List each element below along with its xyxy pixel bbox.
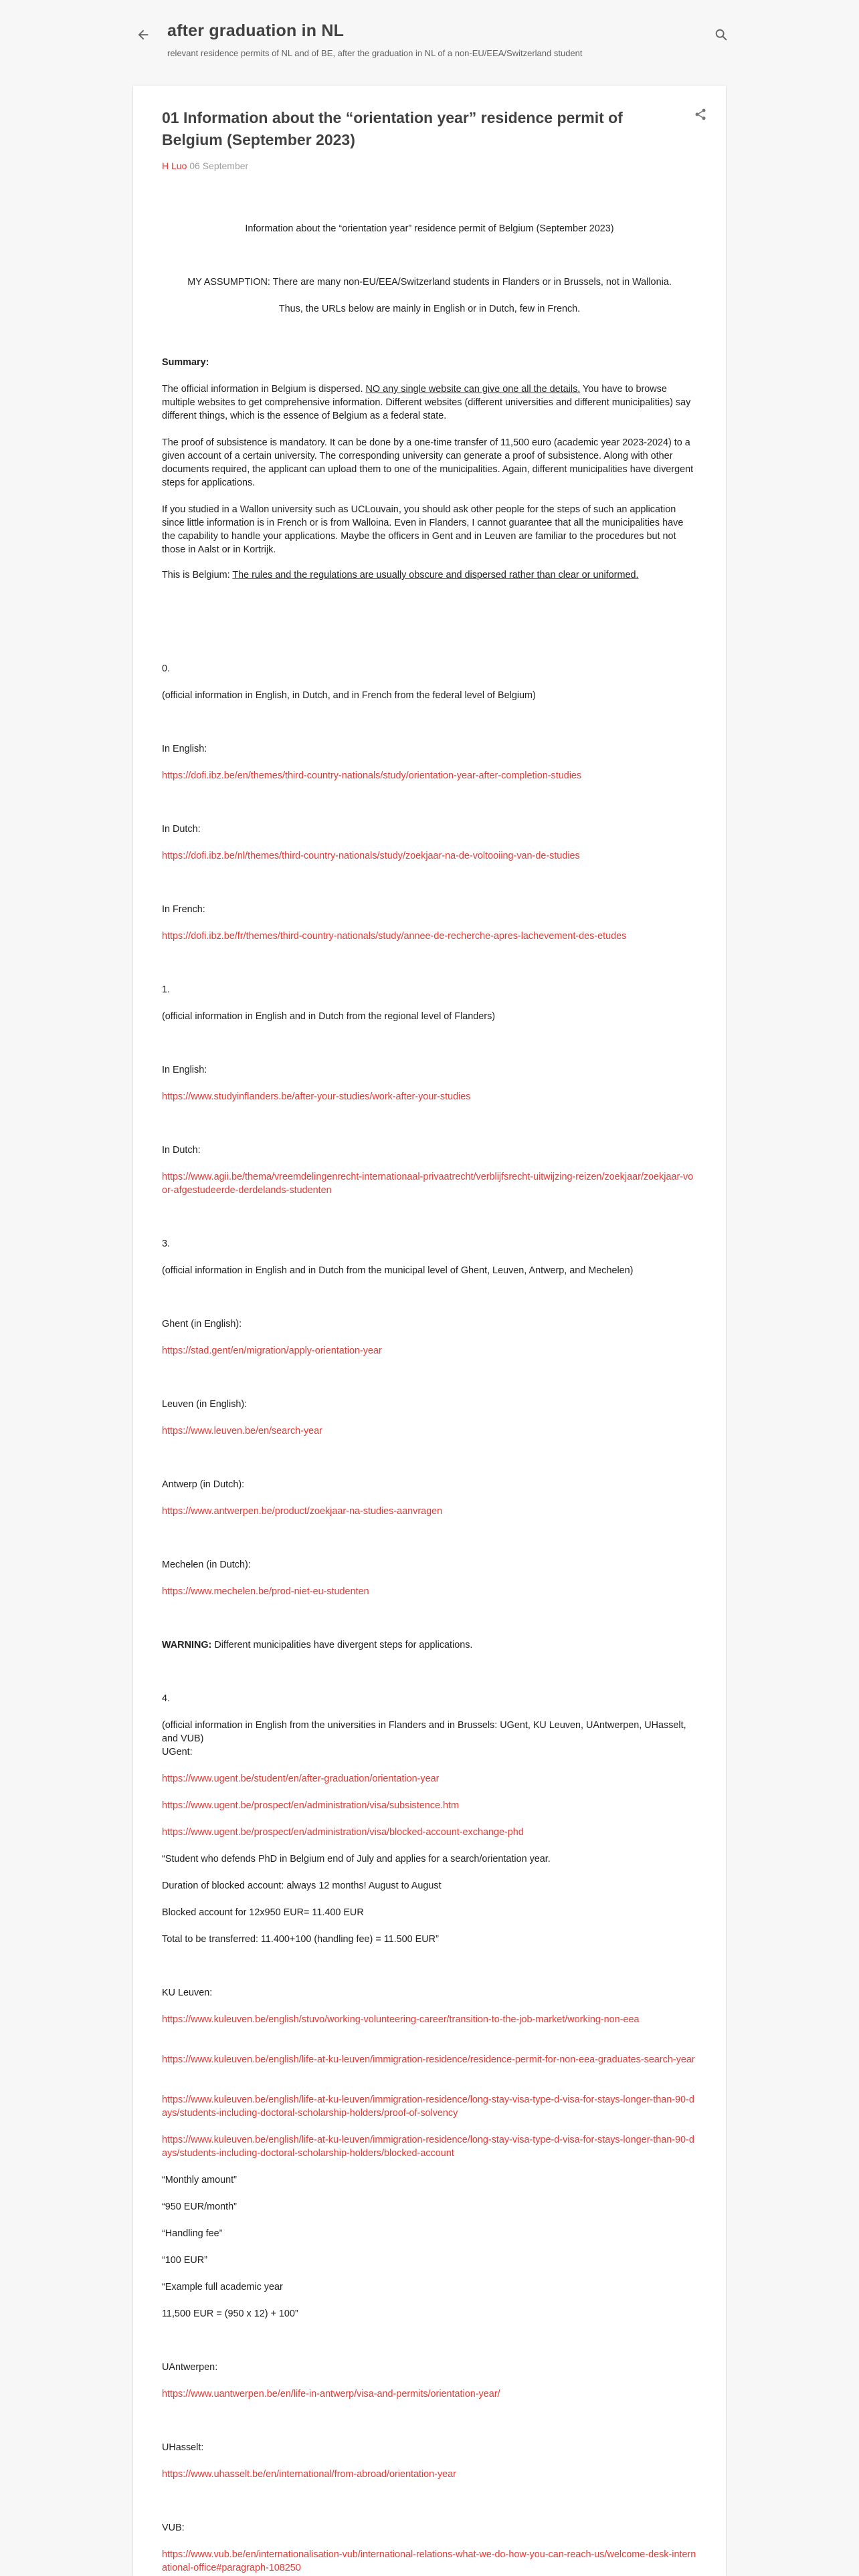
section-3-description: (official information in English and in Dutch from the municipal level of Ghent, Leuven, Antwerp, and Mechelen) — [162, 1265, 634, 1276]
assumption-line-2: Thus, the URLs below are mainly in English or in Dutch, few in French. — [278, 304, 581, 314]
kuleuven-quote-2: “950 EUR/month” — [162, 2202, 237, 2212]
post-author-link[interactable]: H Luo — [162, 160, 187, 171]
search-button[interactable] — [708, 21, 735, 48]
post-date: 06 September — [189, 160, 249, 171]
summary-heading: Summary: — [162, 357, 209, 368]
section-1-dutch-link[interactable]: https://www.agii.be/thema/vreemdelingenrecht-internationaal-privaatrecht/verblijfsrecht-uitwijzing-reizen/zoekjaar/zoekjaar-voor-afgestudeerde-derdelands-studenten — [162, 1172, 694, 1196]
section-1-dutch-label: In Dutch: — [162, 1145, 201, 1156]
share-icon — [694, 108, 707, 121]
summary-paragraph-2: The proof of subsistence is mandatory. It can be done by a one-time transfer of 11,500 euro (academic year 2023-2024) to a given account of a certain university. The corresponding university can generate a proof of subsistence. Along with other documents required, the applicant can upload them to one of the municipalities. Again, different municipalities have divergent steps for applications. — [162, 437, 694, 488]
kuleuven-quote-4: “100 EUR” — [162, 2255, 207, 2266]
kuleuven-link-solvency[interactable]: https://www.kuleuven.be/english/life-at-ku-leuven/immigration-residence/long-stay-visa-type-d-visa-for-stays-longer-than-90-days/students-including-doctoral-scholarship-holders/proof-of-solvency — [162, 2095, 694, 2119]
post-byline — [162, 160, 248, 171]
kuleuven-link-working[interactable]: https://www.kuleuven.be/english/stuvo/working-volunteering-career/transition-to-the-job-market/working-non-eea — [162, 2014, 640, 2025]
section-0-french-label: In French: — [162, 904, 205, 915]
section-1-english-link[interactable]: https://www.studyinflanders.be/after-your-studies/work-after-your-studies — [162, 1091, 471, 1102]
assumption-line-1: MY ASSUMPTION: There are many non-EU/EEA/Switzerland students in Flanders or in Brussels, not in Wallonia. — [187, 277, 672, 288]
uantwerpen-label: UAntwerpen: — [162, 2362, 218, 2373]
uhasselt-label: UHasselt: — [162, 2442, 204, 2453]
ugent-label: UGent: — [162, 1747, 193, 1757]
kuleuven-quote-1: “Monthly amount” — [162, 2175, 237, 2185]
section-1-english-label: In English: — [162, 1065, 207, 1075]
section-3-number: 3. — [162, 1239, 171, 1249]
ugent-quote-1: “Student who defends PhD in Belgium end of July and applies for a search/orientation year. — [162, 1854, 551, 1864]
vub-label: VUB: — [162, 2523, 185, 2533]
kuleuven-quote-3: “Handling fee” — [162, 2228, 223, 2239]
leuven-label: Leuven (in English): — [162, 1399, 248, 1410]
mechelen-label: Mechelen (in Dutch): — [162, 1560, 251, 1570]
section-0-english-label: In English: — [162, 744, 207, 754]
kuleuven-quote-6: 11,500 EUR = (950 x 12) + 100” — [162, 2309, 298, 2319]
ugent-quote-2: Duration of blocked account: always 12 months! August to August — [162, 1881, 442, 1891]
blog-description: relevant residence permits of NL and of BE, after the graduation in NL of a non-EU/EEA/Switzerland student — [167, 48, 583, 58]
section-0-english-link[interactable]: https://dofi.ibz.be/en/themes/third-country-nationals/study/orientation-year-after-completion-studies — [162, 770, 582, 781]
warning-text: WARNING: Different municipalities have divergent steps for applications. — [162, 1640, 473, 1650]
summary-paragraph-1: The official information in Belgium is dispersed. NO any single website can give one all the details. You have to browse multiple websites to get comprehensive information. Different websites (different universities and different municipalities) say different things, which is the essence of Belgium as a federal state. — [162, 384, 691, 421]
ugent-link-orientation[interactable]: https://www.ugent.be/student/en/after-graduation/orientation-year — [162, 1774, 440, 1784]
section-0-dutch-link[interactable]: https://dofi.ibz.be/nl/themes/third-country-nationals/study/zoekjaar-na-de-voltooiing-van-de-studies — [162, 851, 580, 861]
section-0-french-link[interactable]: https://dofi.ibz.be/fr/themes/third-country-nationals/study/annee-de-recherche-apres-lachevement-des-etudes — [162, 931, 627, 942]
blog-title[interactable]: after graduation in NL — [167, 21, 345, 40]
vub-link[interactable]: https://www.vub.be/en/internationalisation-vub/international-relations-what-we-do-how-you-can-reach-us/welcome-desk-international-office#paragraph-108250 — [162, 2549, 696, 2573]
antwerp-link[interactable]: https://www.antwerpen.be/product/zoekjaar-na-studies-aanvragen — [162, 1506, 443, 1517]
kuleuven-link-blocked-account[interactable]: https://www.kuleuven.be/english/life-at-ku-leuven/immigration-residence/long-stay-visa-type-d-visa-for-stays-longer-than-90-days/students-including-doctoral-scholarship-holders/blocked-account — [162, 2135, 694, 2159]
back-button[interactable] — [130, 21, 157, 48]
kuleuven-label: KU Leuven: — [162, 1988, 213, 1998]
kuleuven-link-search-year[interactable]: https://www.kuleuven.be/english/life-at-ku-leuven/immigration-residence/residence-permit-for-non-eea-graduates-search-year — [162, 2054, 695, 2065]
leuven-link[interactable]: https://www.leuven.be/en/search-year — [162, 1426, 322, 1436]
ugent-quote-4: Total to be transferred: 11.400+100 (handling fee) = 11.500 EUR” — [162, 1934, 439, 1945]
summary-paragraph-4: This is Belgium: The rules and the regulations are usually obscure and dispersed rather than clear or uniformed. — [162, 570, 639, 580]
share-button[interactable] — [690, 104, 710, 124]
uantwerpen-link[interactable]: https://www.uantwerpen.be/en/life-in-antwerp/visa-and-permits/orientation-year/ — [162, 2389, 500, 2399]
app-header — [0, 0, 859, 80]
section-4-description: (official information in English from the universities in Flanders and in Brussels: UGent, KU Leuven, UAntwerpen, UHasselt, and VUB) — [162, 1720, 686, 1744]
mechelen-link[interactable]: https://www.mechelen.be/prod-niet-eu-studenten — [162, 1586, 369, 1597]
kuleuven-quote-5: “Example full academic year — [162, 2282, 283, 2292]
ghent-link[interactable]: https://stad.gent/en/migration/apply-orientation-year — [162, 1346, 382, 1356]
search-icon — [714, 27, 729, 42]
section-0-dutch-label: In Dutch: — [162, 824, 201, 835]
intro-heading: Information about the “orientation year” residence permit of Belgium (September 2023) — [245, 223, 614, 234]
section-0-number: 0. — [162, 663, 171, 674]
section-1-number: 1. — [162, 984, 171, 995]
ugent-quote-3: Blocked account for 12x950 EUR= 11.400 EUR — [162, 1907, 364, 1918]
section-4-number: 4. — [162, 1693, 171, 1704]
ghent-label: Ghent (in English): — [162, 1319, 242, 1329]
summary-paragraph-3: If you studied in a Wallon university such as UCLouvain, you should ask other people for the steps of such an application since little information is in French or is from Walloina. Even in Flanders, I cannot guarantee that all the municipalities have the capability to handle your applications. Maybe the officers in Gent and in Leuven are familiar to the procedures but not those in Aalst or in Kortrijk. — [162, 504, 684, 555]
ugent-link-subsistence[interactable]: https://www.ugent.be/prospect/en/administration/visa/subsistence.htm — [162, 1800, 459, 1811]
section-1-description: (official information in English and in Dutch from the regional level of Flanders) — [162, 1011, 496, 1022]
antwerp-label: Antwerp (in Dutch): — [162, 1479, 245, 1490]
uhasselt-link[interactable]: https://www.uhasselt.be/en/international/from-abroad/orientation-year — [162, 2469, 456, 2480]
ugent-link-blocked-account[interactable]: https://www.ugent.be/prospect/en/administration/visa/blocked-account-exchange-phd — [162, 1827, 524, 1838]
post-title: 01 Information about the “orientation year” residence permit of Belgium (September 2023) — [162, 109, 623, 148]
arrow-back-icon — [136, 27, 151, 42]
section-0-description: (official information in English, in Dutch, and in French from the federal level of Belgium) — [162, 690, 536, 701]
